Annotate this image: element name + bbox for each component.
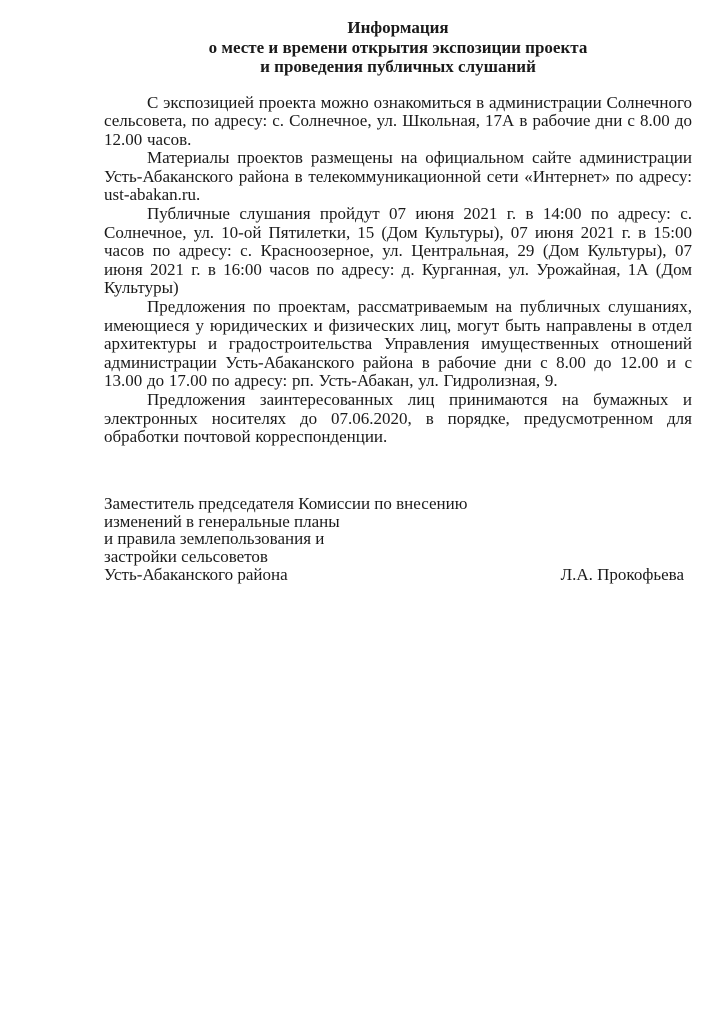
body-paragraph-materials: Материалы проектов размещены на официальном сайте администрации Усть-Абаканского района в телекоммуникационной сети «Интернет» по адресу: ust-abakan.ru. — [104, 148, 692, 205]
body-paragraph-proposals-submission: Предложения по проектам, рассматриваемым на публичных слушаниях, имеющиеся у юридических и физических лиц, могут быть направлены в отдел архитектуры и градостроительства Управления имущественных отношений администрации Усть-Абаканского района в рабочие дни с 8.00 до 12.00 и с 13.00 до 17.00 по адресу: рп. Усть-Абакан, ул. Гидролизная, 9. — [104, 297, 692, 391]
signature-row — [104, 566, 692, 584]
document-body — [104, 94, 692, 447]
title-line-1: Информация — [347, 18, 449, 37]
signature-role-line-5: Усть-Абаканского района — [104, 564, 288, 584]
signature-block — [104, 495, 692, 584]
signature-role-line-1: Заместитель председателя Комиссии по внесению — [104, 493, 468, 513]
body-paragraph-hearings-schedule: Публичные слушания пройдут 07 июня 2021 г. в 14:00 по адресу: с. Солнечное, ул. 10-ой Пятилетки, 15 (Дом Культуры), 07 июня 2021 г. в 15:00 часов по адресу: с. Красноозерное, ул. Центральная, 29 (Дом Культуры), 07 июня 2021 г. в 16:00 часов по адресу: д. Курганная, ул. Урожайная, 1А (Дом Культуры) — [104, 204, 692, 298]
signature-role-line-3: и правила землепользования и — [104, 529, 325, 549]
body-paragraph-exposition: С экспозицией проекта можно ознакомиться в администрации Солнечного сельсовета, по адресу: с. Солнечное, ул. Школьная, 17А в рабочие дни с 8.00 до 12.00 часов. — [104, 92, 692, 149]
document-title — [104, 18, 692, 77]
body-paragraph-proposals-deadline: Предложения заинтересованных лиц принимаются на бумажных и электронных носителях до 07.06.2020, в порядке, предусмотренном для обработки почтовой корреспонденции. — [104, 390, 692, 447]
signatory-name: Л.А. Прокофьева — [560, 564, 684, 584]
signature-role-line-2: изменений в генеральные планы — [104, 511, 340, 531]
signature-role-line-4: застройки сельсоветов — [104, 547, 268, 567]
title-line-2: о месте и времени открытия экспозиции проекта — [208, 37, 588, 57]
title-line-3: и проведения публичных слушаний — [260, 57, 536, 76]
